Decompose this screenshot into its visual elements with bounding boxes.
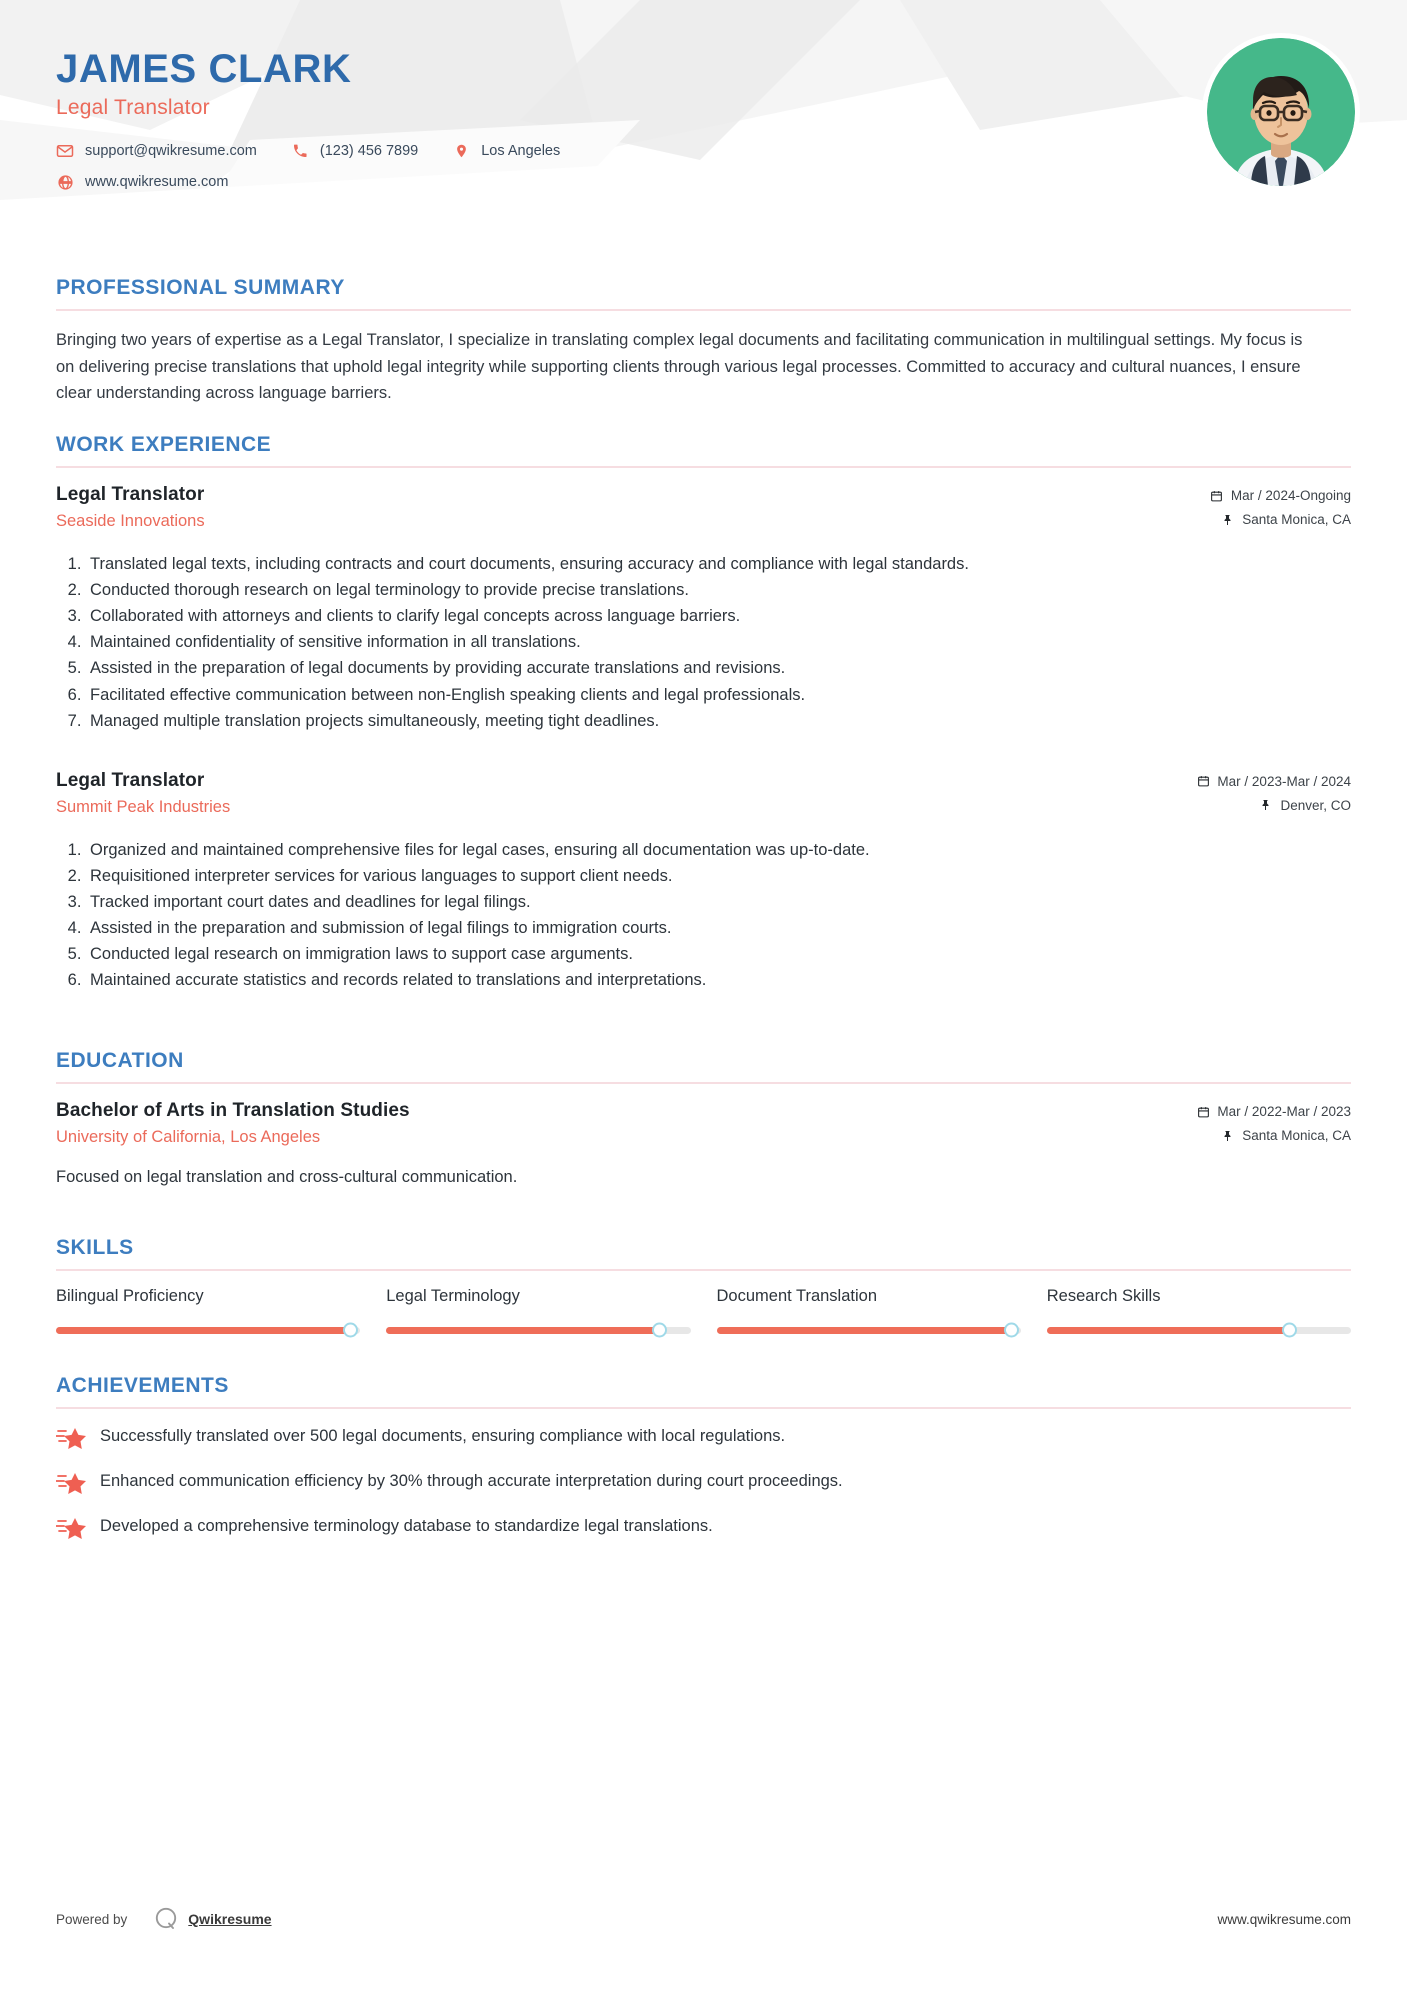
work-company: Seaside Innovations [56,512,205,531]
skill-label: Legal Terminology [386,1286,520,1305]
skill-progress-knob[interactable] [1004,1323,1019,1338]
work-bullet-list [56,552,1351,734]
resume-content [0,276,1407,1540]
achievement-item [56,1470,1351,1495]
education-date [1196,1104,1351,1119]
work-company: Summit Peak Industries [56,797,231,816]
achievement-text: Developed a comprehensive terminology database to standardize legal translations. [100,1516,713,1535]
calendar-icon [1210,489,1224,503]
work-location [1196,798,1351,813]
education-date-text: Mar / 2022-Mar / 2023 [1217,1104,1351,1120]
skill-progress-fill [1047,1327,1290,1334]
skill-progress-fill [717,1327,1012,1334]
skill-item [1047,1287,1351,1334]
education-entry [56,1100,1351,1190]
skill-progress-knob[interactable] [343,1323,358,1338]
phone-icon [291,142,309,160]
skill-item [717,1287,1021,1334]
section-title-work: WORK EXPERIENCE [56,433,272,457]
contact-website-text: www.qwikresume.com [85,174,229,190]
skill-progress-fill [56,1327,351,1334]
work-bullet: 7. Managed multiple translation projects simultaneously, meeting tight deadlines. [86,709,1351,734]
section-title-education: EDUCATION [56,1049,184,1073]
education-degree: Bachelor of Arts in Translation Studies [56,1100,410,1122]
education-school: University of California, Los Angeles [56,1128,321,1147]
section-skills [56,1236,1351,1334]
work-entry-header [56,770,1351,822]
job-title: Legal Translator [56,96,210,119]
skill-progress-bar [717,1327,1021,1334]
work-location-text: Denver, CO [1280,797,1351,813]
skill-label: Research Skills [1046,1286,1161,1305]
skill-item [386,1287,690,1334]
skill-progress-bar [1047,1327,1351,1334]
education-location-text: Santa Monica, CA [1242,1128,1351,1144]
work-bullet: 5. Conducted legal research on immigration laws to support case arguments. [86,942,1351,967]
shooting-star-icon [56,1516,86,1540]
contact-location [452,142,560,160]
skill-label: Document Translation [716,1286,877,1305]
contact-row-primary [56,142,1351,160]
calendar-icon [1196,774,1210,788]
contact-row-secondary [56,173,1351,191]
resume-header [0,0,1407,250]
work-bullet: 4. Maintained confidentiality of sensitive information in all translations. [86,630,1351,655]
work-date [1210,488,1351,503]
skill-progress-bar [386,1327,690,1334]
achievement-text: Successfully translated over 500 legal documents, ensuring compliance with local regulations. [100,1426,786,1445]
skill-progress-fill [386,1327,660,1334]
pushpin-icon [1221,513,1235,527]
section-work-experience [56,433,1351,993]
footer-powered-by [56,1906,272,1932]
section-divider [56,1407,1351,1409]
skill-progress-bar [56,1327,360,1334]
avatar [1207,38,1355,186]
section-divider [56,466,1351,468]
qwikresume-logo-icon [153,1906,179,1932]
section-divider [56,1269,1351,1271]
section-professional-summary [56,276,1351,407]
page-title: JAMES CLARK [56,47,352,91]
work-bullet: 3. Collaborated with attorneys and clients to clarify legal concepts across language barriers. [86,604,1351,629]
work-bullet: 4. Assisted in the preparation and submission of legal filings to immigration courts. [86,916,1351,941]
resume-footer [56,1906,1351,1932]
work-bullet: 2. Requisitioned interpreter services for various languages to support client needs. [86,864,1351,889]
section-achievements [56,1374,1351,1540]
work-location [1210,512,1351,527]
skill-progress-knob[interactable] [1282,1323,1297,1338]
footer-powered-by-label: Powered by [56,1911,128,1927]
work-bullet: 3. Tracked important court dates and deadlines for legal filings. [86,890,1351,915]
work-bullet-list [56,838,1351,993]
education-description: Focused on legal translation and cross-cultural communication. [56,1168,518,1187]
skill-item [56,1287,360,1334]
work-role: Legal Translator [56,769,205,791]
avatar-illustration [1207,38,1355,186]
work-bullet: 6. Maintained accurate statistics and records related to translations and interpretations. [86,968,1351,993]
shooting-star-icon [56,1426,86,1450]
education-entry-header [56,1100,1351,1152]
footer-brand-link[interactable]: Qwikresume [188,1911,272,1927]
work-role: Legal Translator [56,484,205,506]
achievement-text: Enhanced communication efficiency by 30% through accurate interpretation during court proceedings. [100,1471,843,1490]
contact-email-text: support@qwikresume.com [85,143,257,159]
work-bullet: 6. Facilitated effective communication between non-English speaking clients and legal professionals. [86,683,1351,708]
map-pin-icon [452,142,470,160]
contact-website[interactable] [56,173,228,191]
work-entry [56,484,1351,734]
work-bullet: 1. Translated legal texts, including contracts and court documents, ensuring accuracy and compliance with legal standards. [86,552,1351,577]
contact-email[interactable] [56,142,257,160]
contact-phone-text: (123) 456 7899 [319,143,419,159]
achievement-item [56,1515,1351,1540]
footer-website[interactable]: www.qwikresume.com [1217,1911,1351,1927]
education-location [1196,1128,1351,1143]
section-divider [56,1082,1351,1084]
pushpin-icon [1259,798,1273,812]
shooting-star-icon [56,1471,86,1495]
achievement-item [56,1425,1351,1450]
contact-location-text: Los Angeles [481,143,561,159]
skill-label: Bilingual Proficiency [56,1286,204,1305]
work-date-text: Mar / 2024-Ongoing [1230,488,1351,504]
work-entry-header [56,484,1351,536]
contact-phone[interactable] [291,142,418,160]
work-bullet: 1. Organized and maintained comprehensive files for legal cases, ensuring all documentation was up-to-date. [86,838,1351,863]
section-divider [56,309,1351,311]
work-date [1196,774,1351,789]
pushpin-icon [1221,1129,1235,1143]
section-title-summary: PROFESSIONAL SUMMARY [56,276,345,299]
work-bullet: 5. Assisted in the preparation of legal documents by providing accurate translations and revisions. [86,656,1351,681]
work-date-text: Mar / 2023-Mar / 2024 [1217,773,1351,789]
section-title-skills: SKILLS [56,1235,134,1259]
skills-grid [56,1287,1351,1334]
envelope-icon [56,142,74,160]
avatar-photo [1207,38,1355,186]
section-title-achievements: ACHIEVEMENTS [56,1373,229,1397]
work-entry [56,770,1351,993]
skill-progress-knob[interactable] [652,1323,667,1338]
calendar-icon [1196,1105,1210,1119]
globe-icon [56,173,74,191]
work-location-text: Santa Monica, CA [1242,512,1351,528]
summary-text: Bringing two years of expertise as a Legal Translator, I specialize in translating complex legal documents and facilitating communication in multilingual settings. My focus is on delivering precise translations that uphold legal integrity while supporting clients through various legal processes. Committed to accuracy and cultural nuances, I ensure clear understanding across language barriers. [56,331,1303,403]
work-bullet: 2. Conducted thorough research on legal terminology to provide precise translations. [86,578,1351,603]
section-education [56,1049,1351,1190]
